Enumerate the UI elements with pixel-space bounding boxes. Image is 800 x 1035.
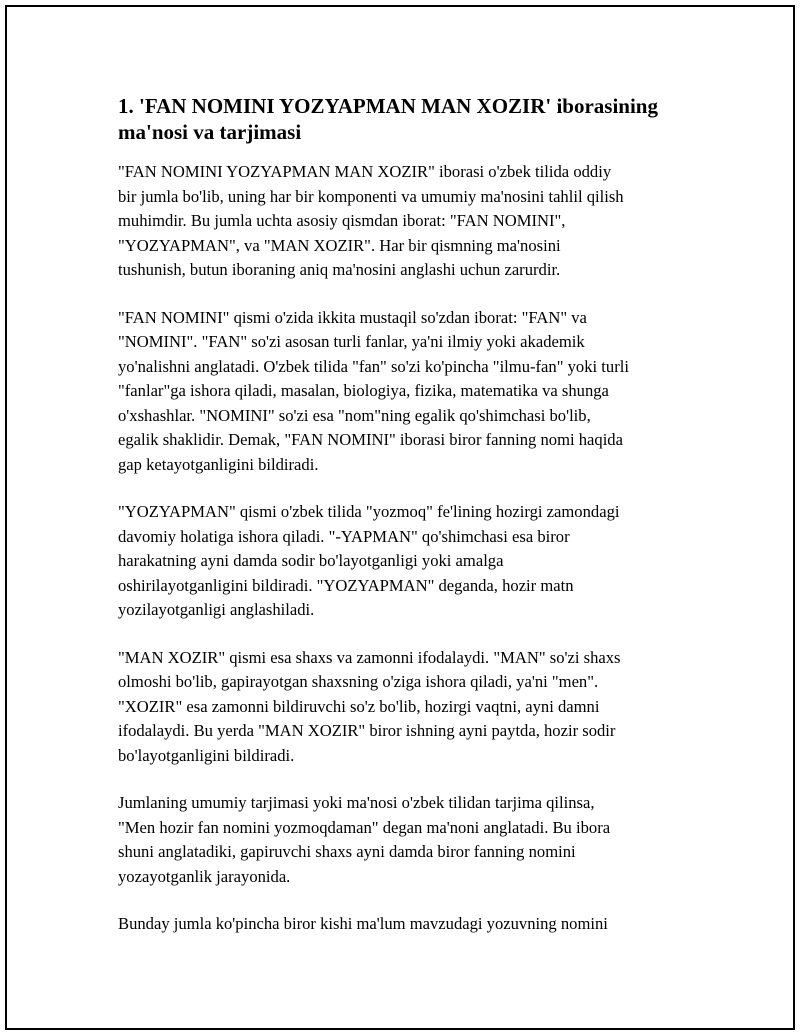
paragraph: Bunday jumla ko'pincha biror kishi ma'lum mavzudagi yozuvning nomini [118,914,608,933]
section-heading: 1. 'FAN NOMINI YOZYAPMAN MAN XOZIR' iborasining ma'nosi va tarjimasi [118,94,658,144]
paragraph: Jumlaning umumiy tarjimasi yoki ma'nosi o'zbek tilidan tarjima qilinsa, "Men hozir fan nomini yozmoqdaman" degan ma'noni anglatadi. Bu ibora shuni anglatadiki, gapiruvchi shaxs ayni damda biror fanning nomini yozayotganlik jarayonida. [118,793,611,886]
paragraph: "FAN NOMINI YOZYAPMAN MAN XOZIR" iborasi o'zbek tilida oddiy bir jumla bo'lib, uning har bir komponenti va umumiy ma'nosini tahlil qilish muhimdir. Bu jumla uchta asosiy qismdan iborat: "FAN NOMINI", "YOZYAPMAN", va "MAN XOZIR". Har bir qismning ma'nosini tushunish, butun iboraning aniq ma'nosini anglashi uchun zarurdir. [118,162,624,279]
document-page [5,5,795,1030]
paragraph: "FAN NOMINI" qismi o'zida ikkita mustaqil so'zdan iborat: "FAN" va "NOMINI". "FAN" so'zi asosan turli fanlar, ya'ni ilmiy yoki akademik yo'nalishni anglatadi. O'zbek tilida "fan" so'zi ko'pincha "ilmu-fan" yoki turli "fanlar"ga ishora qiladi, masalan, biologiya, fizika, matematika va shunga o'xshashlar. "NOMINI" so'zi esa "nom"ning egalik qo'shimchasi bo'lib, egalik shaklidir. Demak, "FAN NOMINI" iborasi biror fanning nomi haqida gap ketayotganligini bildiradi. [118,307,629,474]
paragraph: "MAN XOZIR" qismi esa shaxs va zamonni ifodalaydi. "MAN" so'zi shaxs olmoshi bo'lib, gapirayotgan shaxsning o'ziga ishora qiladi, ya'ni "men". "XOZIR" esa zamonni bildiruvchi so'z bo'lib, hozirgi vaqtni, ayni damni ifodalaydi. Bu yerda "MAN XOZIR" biror ishning ayni paytda, hozir sodir bo'layotganligini bildiradi. [118,647,621,765]
document-body [118,93,693,960]
paragraph: "YOZYAPMAN" qismi o'zbek tilida "yozmoq" fe'lining hozirgi zamondagi davomiy holatiga ishora qiladi. "-YAPMAN" qo'shimchasi esa biror harakatning ayni damda sodir bo'layotganligi yoki amalga oshirilayotganligini bildiradi. "YOZYAPMAN" deganda, hozir matn yozilayotganligi anglashiladi. [118,502,620,619]
